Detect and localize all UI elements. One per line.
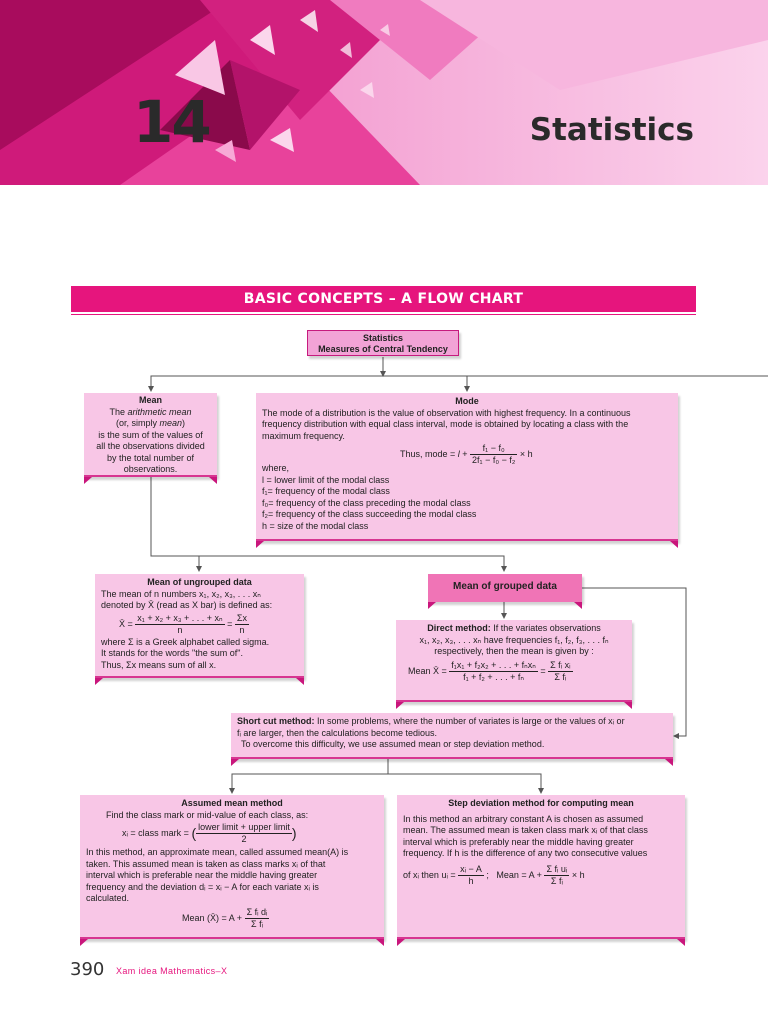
mode-formula-l: l [457,448,460,459]
mean-text: (or, simply [115,418,160,428]
grouped-box-title: Mean of grouped data [453,581,557,592]
ungrouped-text: denoted by X̄ (read as X bar) is defined as: [101,600,273,610]
stepdev-formula [403,864,679,887]
direct-formula-denominator: f₁ + f₂ + . . . + fₙ [463,671,524,682]
stepdev-mean-lhs: Mean = A + [496,869,542,880]
mode-formula-prefix: Thus, mode = [400,448,458,459]
shortcut-text: fᵢ are larger, then the calculations become tedious. [237,727,438,738]
mode-text: maximum frequency. [262,430,345,441]
mode-where: where, [262,463,290,473]
statistics-box [307,330,459,356]
mean-text-italic: mean [159,418,183,428]
step-deviation-box [397,795,685,939]
mode-box-title: Mode [455,396,479,406]
mode-definition: f₁= frequency of the modal class [262,486,390,496]
mean-box-title: Mean [138,395,162,405]
stepdev-text: In this method an arbitrary constant A is chosen as assumed [403,813,644,824]
ungrouped-formula-sigma-denominator: n [239,624,245,635]
shortcut-text: In some problems, where the number of variates is large or the values of xᵢ or [314,716,625,726]
assumed-text: frequency and the deviation dᵢ = xᵢ − A for each variate xᵢ is [86,881,319,892]
shortcut-text: To overcome this difficulty, we use assumed mean or step deviation method. [241,739,545,749]
left-paren-icon: ( [191,824,197,841]
mean-text: The [109,406,128,417]
stepdev-mean-numerator: Σ fᵢ uᵢ [546,863,568,874]
ungrouped-formula-eq: = [227,618,233,629]
chapter-number: 14 [133,88,210,156]
class-mark-formula [122,822,378,845]
right-paren-icon: ) [291,824,297,841]
class-mark-lhs: xᵢ = class mark = [122,827,189,838]
mode-formula-times: × h [519,448,533,459]
mean-box [84,393,217,477]
direct-formula-sigma-numerator: Σ fᵢ xᵢ [550,659,571,670]
assumed-text: interval which is preferable near the middle having greater [86,870,318,880]
ungrouped-box-title: Mean of ungrouped data [147,577,252,587]
direct-formula [408,660,626,683]
assumed-text: Find the class mark or mid-value of each class, as: [106,809,309,820]
assumed-mean-box [80,795,384,939]
ungrouped-formula-lhs: X̄ = [119,618,133,629]
ungrouped-formula-sigma-numerator: Σx [236,612,247,623]
ungrouped-formula-numerator: x₁ + x₂ + x₃ + . . . + xₙ [137,612,223,623]
direct-formula-eq: = [540,665,546,676]
page-number: 390 [70,959,105,980]
section-banner: BASIC CONCEPTS – A FLOW CHART [71,286,696,312]
direct-method-box [396,620,632,702]
ungrouped-formula-denominator: n [177,624,183,635]
statistics-box-subtitle: Measures of Central Tendency [318,344,448,354]
assumed-box-title: Assumed mean method [181,798,283,808]
mean-text: ) [182,418,186,428]
stepdev-box-title: Step deviation method for computing mean [448,798,634,808]
mean-text-italic: arithmetic mean [127,406,192,417]
stepdev-u-lhs: of xᵢ then uᵢ = [403,869,456,880]
ungrouped-text: The mean of n numbers x₁, x₂, x₃, . . . xₙ [101,588,261,599]
assumed-formula-denominator: Σ fᵢ [251,918,263,929]
ungrouped-text: Thus, Σx means sum of all x. [101,659,217,670]
ungrouped-text: where Σ is a Greek alphabet called sigma. [101,636,270,647]
book-title: Xam idea Mathematics–X [116,966,228,976]
mode-formula-denominator: 2f₁ − f₀ − f₂ [472,455,516,465]
direct-formula-lhs: Mean X̄ = [408,665,447,676]
direct-text: If the variates observations [490,623,601,633]
stepdev-u-denominator: h [468,875,474,886]
ungrouped-formula [119,613,298,636]
stepdev-u-numerator: xᵢ − A [460,863,482,874]
assumed-formula-lhs: Mean (X̄) = A + [182,912,243,923]
mode-text: frequency distribution with equal class interval, mode is obtained by locating a class with the [262,419,629,429]
stepdev-mean-denominator: Σ fᵢ [550,875,563,886]
ungrouped-mean-box [95,574,304,678]
shortcut-method-label: Short cut method: [237,716,315,726]
mean-text: observations. [123,464,178,474]
shortcut-method-box [231,713,673,759]
assumed-text: In this method, an approximate mean, called assumed mean(A) is [86,847,349,857]
assumed-mean-formula [182,907,378,930]
direct-text: respectively, then the mean is given by : [434,646,594,656]
mode-text: The mode of a distribution is the value of observation with highest frequency. In a continuous [262,407,631,418]
direct-method-label: Direct method: [427,623,491,633]
stepdev-text: interval which is preferably near the middle having greater [403,836,634,847]
mean-text: is the sum of the values of [98,429,203,440]
assumed-text: calculated. [86,893,130,903]
assumed-formula-numerator: Σ fᵢ dᵢ [246,906,268,917]
mode-formula-plus: + [459,448,471,459]
chapter-title: Statistics [529,112,694,148]
mode-definition: l = lower limit of the modal class [262,474,390,485]
mode-definition: f₂= frequency of the class succeeding the modal class [262,509,477,519]
direct-formula-sigma-denominator: Σ fᵢ [554,671,567,682]
mode-definition: h = size of the modal class [262,520,369,531]
direct-text: x₁, x₂, x₃, . . . xₙ have frequencies f₁, f₂, f₃, . . . fₙ [419,634,609,645]
mode-box [256,393,678,541]
grouped-mean-box [428,574,582,602]
mean-text: by the total number of [106,452,195,463]
stepdev-separator: ; [486,869,489,880]
assumed-text: taken. This assumed mean is taken as class marks xᵢ of that [86,858,326,869]
ungrouped-text: It stands for the words "the sum of". [101,648,243,658]
mode-definition: f₀= frequency of the class preceding the modal class [262,497,471,508]
stepdev-text: frequency. If h is the difference of any two consecutive values [403,848,648,858]
stepdev-text: mean. The assumed mean is taken class mark xᵢ of that class [403,825,648,835]
mean-text: all the observations divided [96,441,205,451]
direct-formula-numerator: f₁x₁ + f₂x₂ + . . . + fₙxₙ [451,659,536,670]
class-mark-numerator: lower limit + upper limit [198,822,290,832]
statistics-box-title: Statistics [362,333,404,343]
class-mark-denominator: 2 [241,834,247,844]
stepdev-mean-times: × h [571,869,585,880]
mode-formula-numerator: f₁ − f₀ [470,443,517,455]
